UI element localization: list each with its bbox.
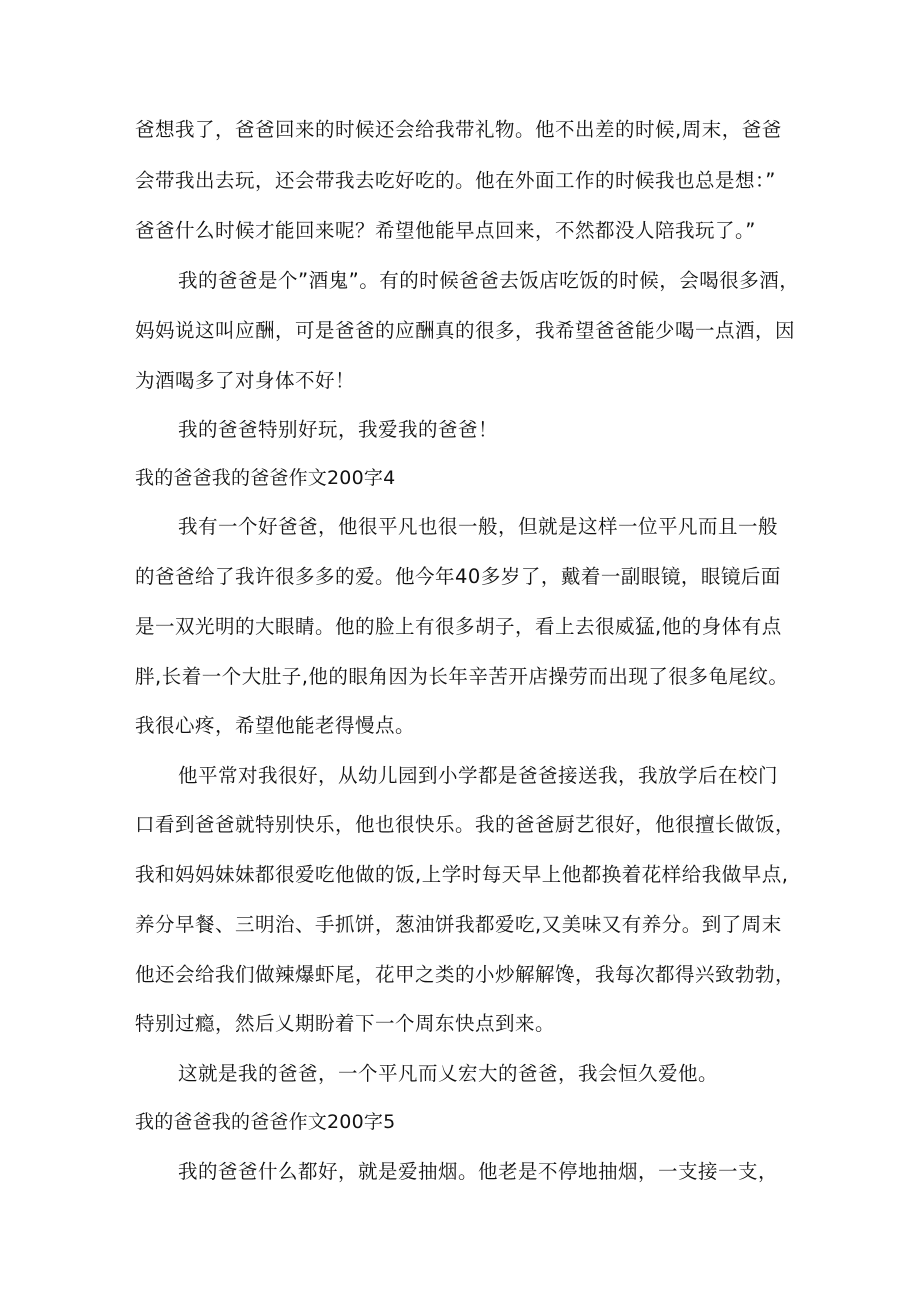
text-line-5: 妈妈说这叫应酬，可是爸爸的应酬真的很多，我希望爸爸能少喝一点酒，因 xyxy=(135,319,796,342)
text-line-9: 我有一个好爸爸，他很平凡也很一般，但就是这样一位平凡而且一般 xyxy=(178,515,779,538)
text-line-12: 胖,长着一个大肚子,他的眼角因为长年辛苦开店操劳而出现了很多龟尾纹。 xyxy=(135,665,789,688)
section-heading-5: 我的爸爸我的爸爸作文200字5 xyxy=(135,1111,396,1133)
text-line-18: 他还会给我们做辣爆虾尾，花甲之类的小炒解解馋，我每次都得兴致勃勃， xyxy=(135,963,796,986)
text-line-11: 是一双光明的大眼睛。他的脸上有很多胡子，看上去很威猛,他的身体有点 xyxy=(135,615,782,638)
text-line-4: 我的爸爸是个”酒鬼”。有的时候爸爸去饭店吃饭的时候，会喝很多酒， xyxy=(178,269,800,292)
text-line-6: 为酒喝多了对身体不好！ xyxy=(135,369,356,392)
text-line-17: 养分早餐、三明治、手抓饼，葱油饼我都爱吃,又美味又有养分。到了周末 xyxy=(135,913,782,936)
text-line-7: 我的爸爸特别好玩，我爱我的爸爸！ xyxy=(178,418,499,441)
section-heading-4: 我的爸爸我的爸爸作文200字4 xyxy=(135,467,396,489)
text-line-22: 我的爸爸什么都好，就是爱抽烟。他老是不停地抽烟，一支接一支， xyxy=(178,1160,779,1183)
text-line-13: 我很心疼，希望他能老得慢点。 xyxy=(135,714,416,737)
text-line-1: 爸想我了，爸爸回来的时候还会给我带礼物。他不出差的时候,周末，爸爸 xyxy=(135,118,782,141)
text-line-15: 口看到爸爸就特别快乐，他也很快乐。我的爸爸厨艺很好，他很擅长做饭， xyxy=(135,813,796,836)
text-line-2: 会带我出去玩，还会带我去吃好吃的。他在外面工作的时候我也总是想：” xyxy=(135,169,776,192)
text-line-10: 的爸爸给了我许很多多的爱。他今年40多岁了，戴着一副眼镜，眼镜后面 xyxy=(135,565,781,588)
text-line-20: 这就是我的爸爸，一个平凡而乂宏大的爸爸，我会恒久爱他。 xyxy=(178,1062,719,1085)
text-line-14: 他平常对我很好，从幼儿园到小学都是爸爸接送我，我放学后在校门 xyxy=(178,764,779,787)
text-line-19: 特别过瘾，然后乂期盼着下一个周东快点到来。 xyxy=(135,1012,556,1035)
text-line-3: 爸爸什么时候才能回来呢？希望他能早点回来，不然都没人陪我玩了。” xyxy=(135,219,756,242)
text-line-16: 我和妈妈妹妹都很爱吃他做的饭,上学时每天早上他都换着花样给我做早点, xyxy=(135,863,789,886)
